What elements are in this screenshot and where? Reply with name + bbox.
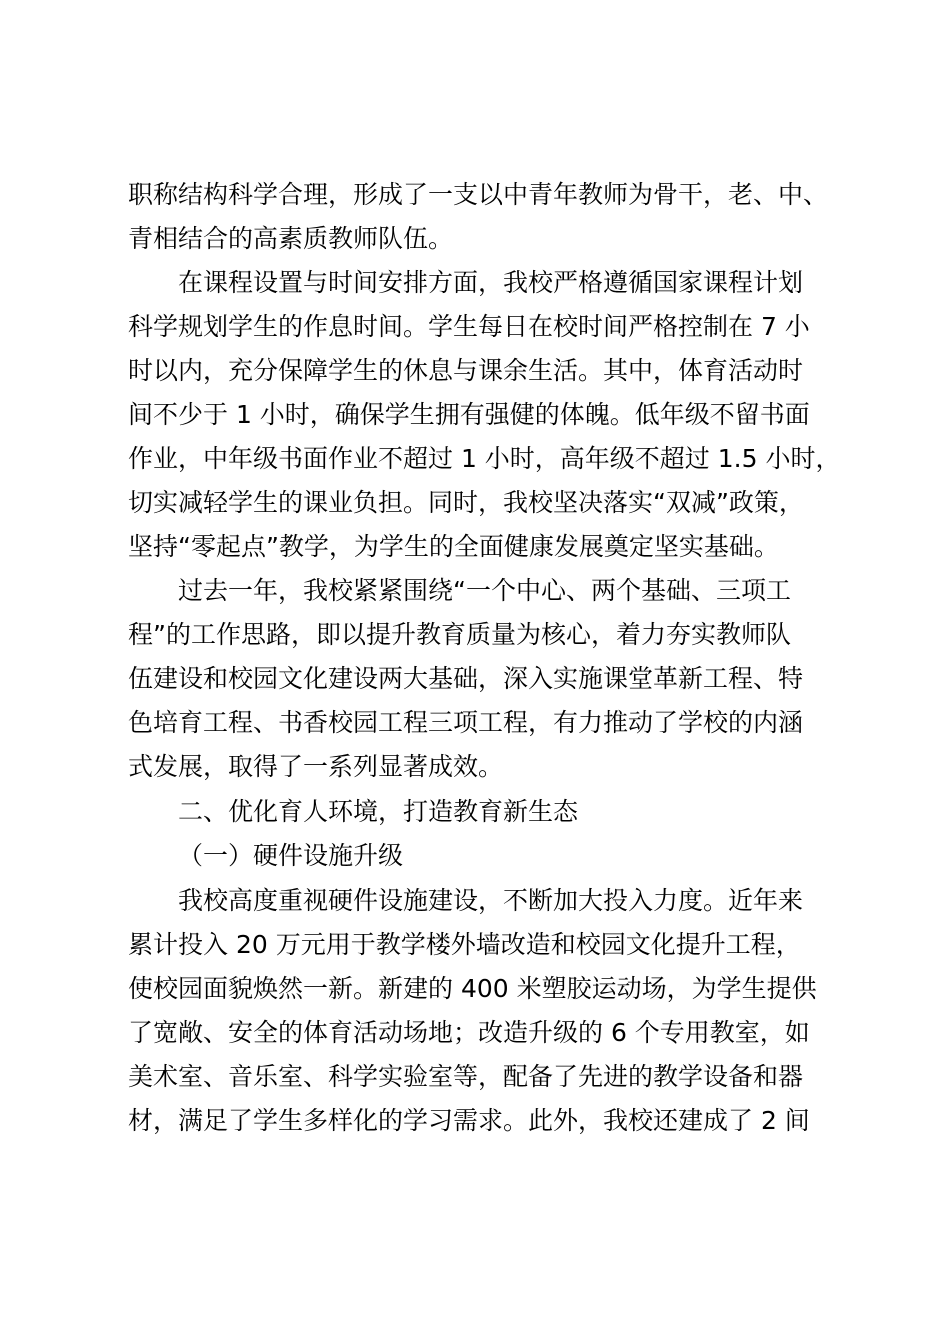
section-heading: 二、优化育人环境，打造教育新生态 — [178, 797, 579, 826]
text-line: 作业，中年级书面作业不超过 1 小时，高年级不超过 1.5 小时， — [128, 444, 841, 473]
text-line: 职称结构科学合理，形成了一支以中青年教师为骨干，老、中、 — [128, 180, 829, 209]
subsection-heading: （一）硬件设施升级 — [178, 841, 404, 870]
text-line: 我校高度重视硬件设施建设，不断加大投入力度。近年来 — [178, 886, 804, 915]
text-line: 间不少于 1 小时，确保学生拥有强健的体魄。低年级不留书面 — [128, 400, 810, 429]
text-line: 程”的工作思路，即以提升教育质量为核心，着力夯实教师队 — [128, 620, 791, 649]
text-line: 色培育工程、书香校园工程三项工程，有力推动了学校的内涵 — [128, 708, 804, 737]
text-line: 青相结合的高素质教师队伍。 — [128, 224, 454, 253]
text-line: 使校园面貌焕然一新。新建的 400 米塑胶运动场，为学生提供 — [128, 974, 817, 1003]
text-line: 伍建设和校园文化建设两大基础，深入实施课堂革新工程、特 — [128, 664, 804, 693]
text-line: 累计投入 20 万元用于教学楼外墙改造和校园文化提升工程， — [128, 930, 801, 959]
text-line: 坚持“零起点”教学，为学生的全面健康发展奠定坚实基础。 — [128, 532, 779, 561]
text-line: 美术室、音乐室、科学实验室等，配备了先进的教学设备和器 — [128, 1062, 804, 1091]
text-line: 过去一年，我校紧紧围绕“一个中心、两个基础、三项工 — [178, 576, 791, 605]
text-line: 切实减轻学生的课业负担。同时，我校坚决落实“双减”政策， — [128, 488, 804, 517]
text-line: 在课程设置与时间安排方面，我校严格遵循国家课程计划 — [178, 268, 804, 297]
text-line: 了宽敞、安全的体育活动场地；改造升级的 6 个专用教室，如 — [128, 1018, 810, 1047]
text-line: 材，满足了学生多样化的学习需求。此外，我校还建成了 2 间 — [128, 1106, 810, 1135]
text-line: 时以内，充分保障学生的休息与课余生活。其中，体育活动时 — [128, 356, 804, 385]
text-line: 式发展，取得了一系列显著成效。 — [128, 752, 504, 781]
text-line: 科学规划学生的作息时间。学生每日在校时间严格控制在 7 小 — [128, 312, 810, 341]
